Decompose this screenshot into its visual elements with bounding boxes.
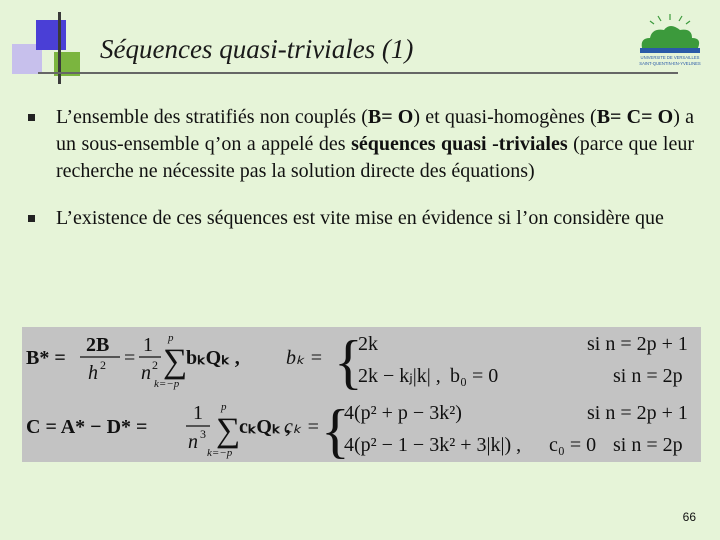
- sum2-lower: k=−p: [207, 447, 233, 459]
- page-number: 66: [682, 510, 696, 524]
- svg-text:2: 2: [152, 358, 158, 372]
- ck-cond2: si n = 2p: [613, 434, 683, 456]
- sum1-upper: p: [168, 332, 174, 344]
- formula-eq: =: [124, 347, 136, 369]
- formula-frac2-den: n: [141, 362, 151, 384]
- formula-b-star-lhs: B* =: [26, 347, 66, 369]
- ck-case1: 4(p² + p − 3k²): [344, 402, 462, 424]
- ck-brace-icon: {: [321, 398, 350, 462]
- bk-lhs: bₖ =: [286, 347, 324, 369]
- bk-cond2: si n = 2p: [613, 365, 683, 387]
- sum1-sigma-icon: ∑: [163, 343, 188, 380]
- university-logo: [632, 10, 708, 68]
- svg-text:2: 2: [100, 358, 106, 372]
- ck-case2: 4(p² − 1 − 3k² + 3|k|) ,: [344, 434, 522, 456]
- bk-cond1: si n = 2p + 1: [587, 333, 688, 355]
- bullet-text: L’existence de ces séquences est vite mise en évidence si l’on considère que: [56, 207, 664, 229]
- bullet-list: [26, 104, 696, 252]
- formula-frac1-num: 2B: [86, 334, 110, 356]
- c0-value: c₀ = 0: [549, 434, 597, 456]
- decor-square-blue: [36, 20, 66, 50]
- bullet-marker: [28, 215, 35, 222]
- slide-title: Séquences quasi-triviales (1): [100, 34, 414, 64]
- formula-box: [22, 327, 701, 462]
- formula-frac2-num: 1: [143, 334, 153, 356]
- formula-frac1-den: h: [88, 362, 98, 384]
- bullet-item: [26, 205, 696, 232]
- bullet-item: [26, 104, 696, 185]
- bullet-text: L’ensemble des stratifiés non couplés (B= O) et quasi-homogènes (B= C= O) a un sous-ensemble q’on a appelé des séquences quasi -triviales (parce que leur recherche ne nécessite pas la solution directe des équations): [56, 106, 695, 182]
- formula-c-term: cₖQₖ ,: [239, 416, 291, 438]
- svg-text:3: 3: [200, 427, 206, 441]
- ck-cond1: si n = 2p + 1: [587, 402, 688, 424]
- svg-text:SAINT-QUENTIN-EN-YVELINES: SAINT-QUENTIN-EN-YVELINES: [639, 61, 701, 66]
- svg-text:UNIVERSITE DE VERSAILLES: UNIVERSITE DE VERSAILLES: [640, 55, 700, 60]
- bullet-marker: [28, 114, 35, 121]
- sum2-sigma-icon: ∑: [216, 412, 241, 449]
- bk-case2: 2k − kⱼ|k| ,: [358, 365, 441, 387]
- bk-brace-icon: {: [334, 329, 363, 395]
- formula-frac3-num: 1: [193, 402, 203, 424]
- bk-case1: 2k: [358, 333, 378, 355]
- sum1-lower: k=−p: [154, 378, 180, 390]
- ck-lhs: cₖ =: [284, 416, 320, 438]
- title-underline: [38, 72, 678, 74]
- sum2-upper: p: [221, 401, 227, 413]
- b0-value: b₀ = 0: [450, 365, 499, 387]
- formula-c-lhs: C = A* − D* =: [26, 416, 148, 438]
- formula-b-term: bₖQₖ ,: [186, 347, 240, 369]
- formula-frac3-den: n: [188, 431, 198, 453]
